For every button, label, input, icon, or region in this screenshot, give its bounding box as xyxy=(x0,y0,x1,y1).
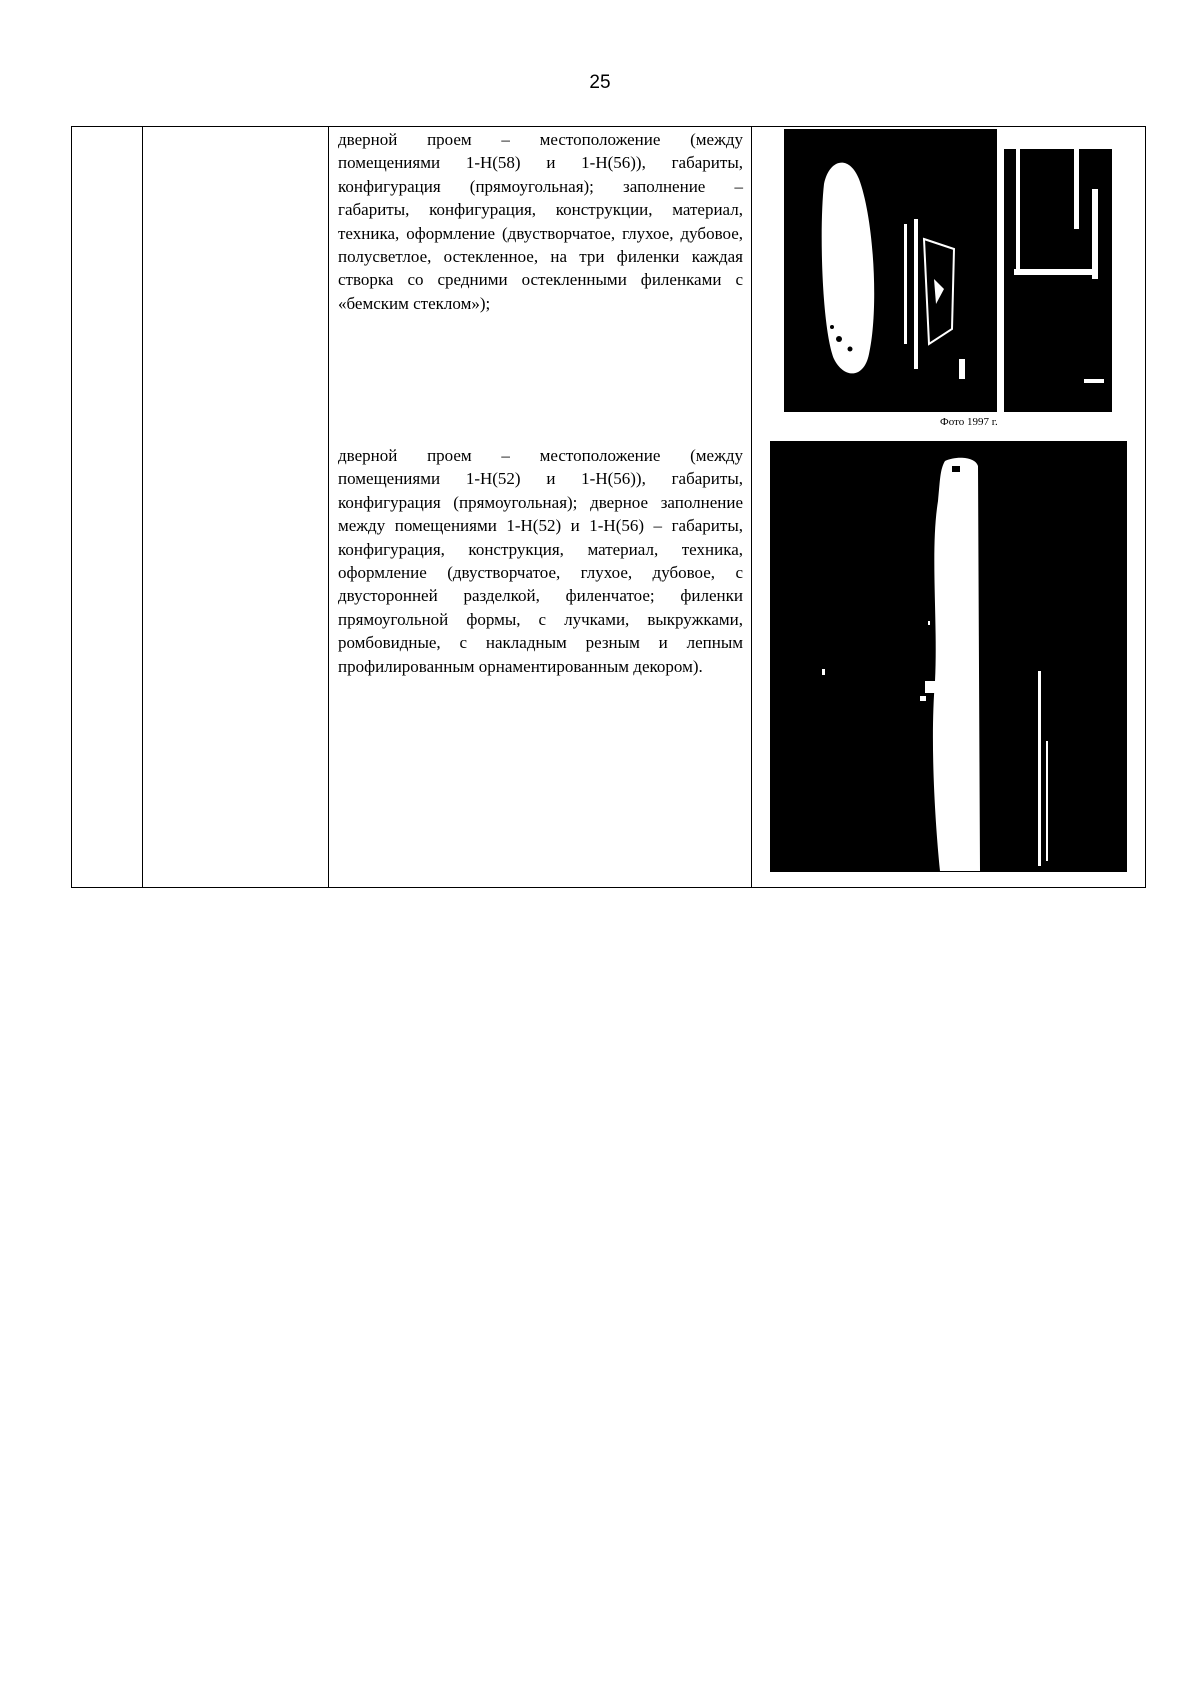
door-photo-1-right xyxy=(1004,129,1112,412)
door-photo-2-image xyxy=(770,441,1127,872)
door-photo-1-right-image xyxy=(1004,129,1112,412)
door-photo-1-left-image xyxy=(784,129,997,412)
page-number: 25 xyxy=(589,72,611,93)
cell-number xyxy=(72,127,143,888)
photo-caption: Фото 1997 г. xyxy=(940,416,998,428)
cell-name xyxy=(143,127,329,888)
description-door-opening-1: дверной проем – местоположение (между помещениями 1-Н(58) и 1-Н(56)), габариты, конфигурация (прямоугольная); заполнение – габариты, конфигурация, конструкции, материал, техника, оформление (двустворчатое, глухое, дубовое, полусветлое, остекленное, на три филенки каждая створка со средними остекленными филенками с «бемским стеклом»); xyxy=(338,130,743,313)
description-door-opening-2: дверной проем – местоположение (между помещениями 1-Н(52) и 1-Н(56)), габариты, конфигурация (прямоугольная); дверное заполнение между помещениями 1-Н(52) и 1-Н(56) – габариты, конфигурация, конструкция, материал, техника, оформление (двустворчатое, глухое, дубовое, с двусторонней разделкой, филенчатое; филенки прямоугольной формы, с лучками, выкружками, ромбовидные, с накладным резным и лепным профилированным орнаментированным декором). xyxy=(338,446,743,676)
door-photo-2 xyxy=(770,441,1127,872)
door-photo-1-left xyxy=(784,129,997,412)
